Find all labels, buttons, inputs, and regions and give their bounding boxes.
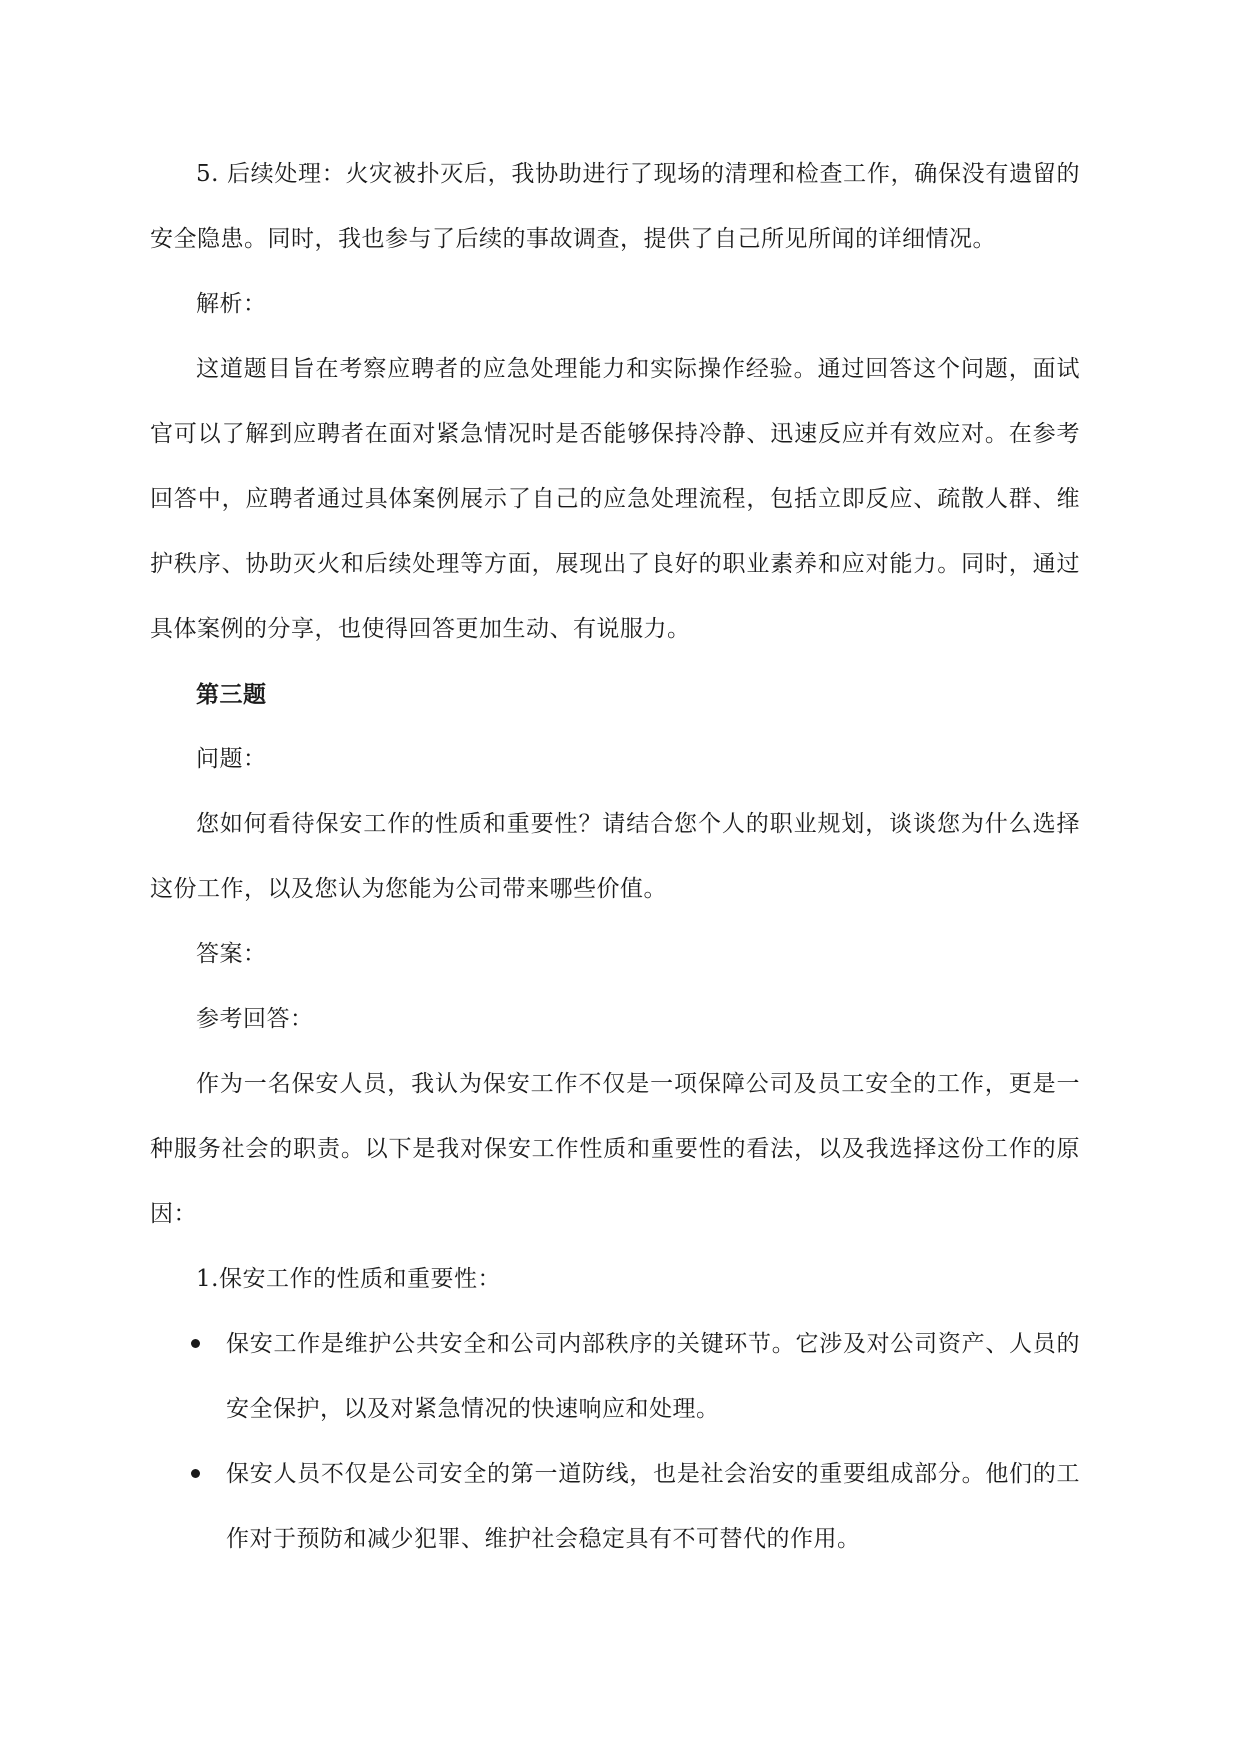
bullet-icon bbox=[191, 1469, 200, 1478]
question-label: 问题： bbox=[196, 746, 267, 772]
point-1-heading: 1.保安工作的性质和重要性： bbox=[196, 1266, 501, 1292]
document-body bbox=[150, 142, 1080, 1572]
reference-answer-label: 参考回答： bbox=[196, 1006, 314, 1032]
list-item-text: 保安人员不仅是公司安全的第一道防线，也是社会治安的重要组成部分。他们的工作对于预防和减少犯罪、维护社会稳定具有不可替代的作用。 bbox=[226, 1461, 1080, 1552]
analysis-label: 解析： bbox=[196, 291, 267, 317]
paragraph-intro: 作为一名保安人员，我认为保安工作不仅是一项保障公司及员工安全的工作，更是一种服务社会的职责。以下是我对保安工作性质和重要性的看法，以及我选择这份工作的原因： bbox=[150, 1071, 1080, 1227]
list-item-text: 保安工作是维护公共安全和公司内部秩序的关键环节。它涉及对公司资产、人员的安全保护，以及对紧急情况的快速响应和处理。 bbox=[226, 1331, 1080, 1422]
paragraph-analysis: 这道题目旨在考察应聘者的应急处理能力和实际操作经验。通过回答这个问题，面试官可以了解到应聘者在面对紧急情况时是否能够保持冷静、迅速反应并有效应对。在参考回答中，应聘者通过具体案例展示了自己的应急处理流程，包括立即反应、疏散人群、维护秩序、协助灭火和后续处理等方面，展现出了良好的职业素养和应对能力。同时，通过具体案例的分享，也使得回答更加生动、有说服力。 bbox=[150, 356, 1080, 642]
list-item bbox=[150, 1442, 1080, 1572]
bullet-list bbox=[150, 1312, 1080, 1572]
answer-label: 答案： bbox=[196, 941, 267, 967]
bullet-icon bbox=[191, 1339, 200, 1348]
section-heading: 第三题 bbox=[196, 681, 267, 708]
list-item bbox=[150, 1312, 1080, 1442]
paragraph-follow-up-handling: 5. 后续处理：火灾被扑灭后，我协助进行了现场的清理和检查工作，确保没有遗留的安全隐患。同时，我也参与了后续的事故调查，提供了自己所见所闻的详细情况。 bbox=[150, 161, 1080, 252]
question-text: 您如何看待保安工作的性质和重要性？请结合您个人的职业规划，谈谈您为什么选择这份工作，以及您认为您能为公司带来哪些价值。 bbox=[150, 811, 1080, 902]
